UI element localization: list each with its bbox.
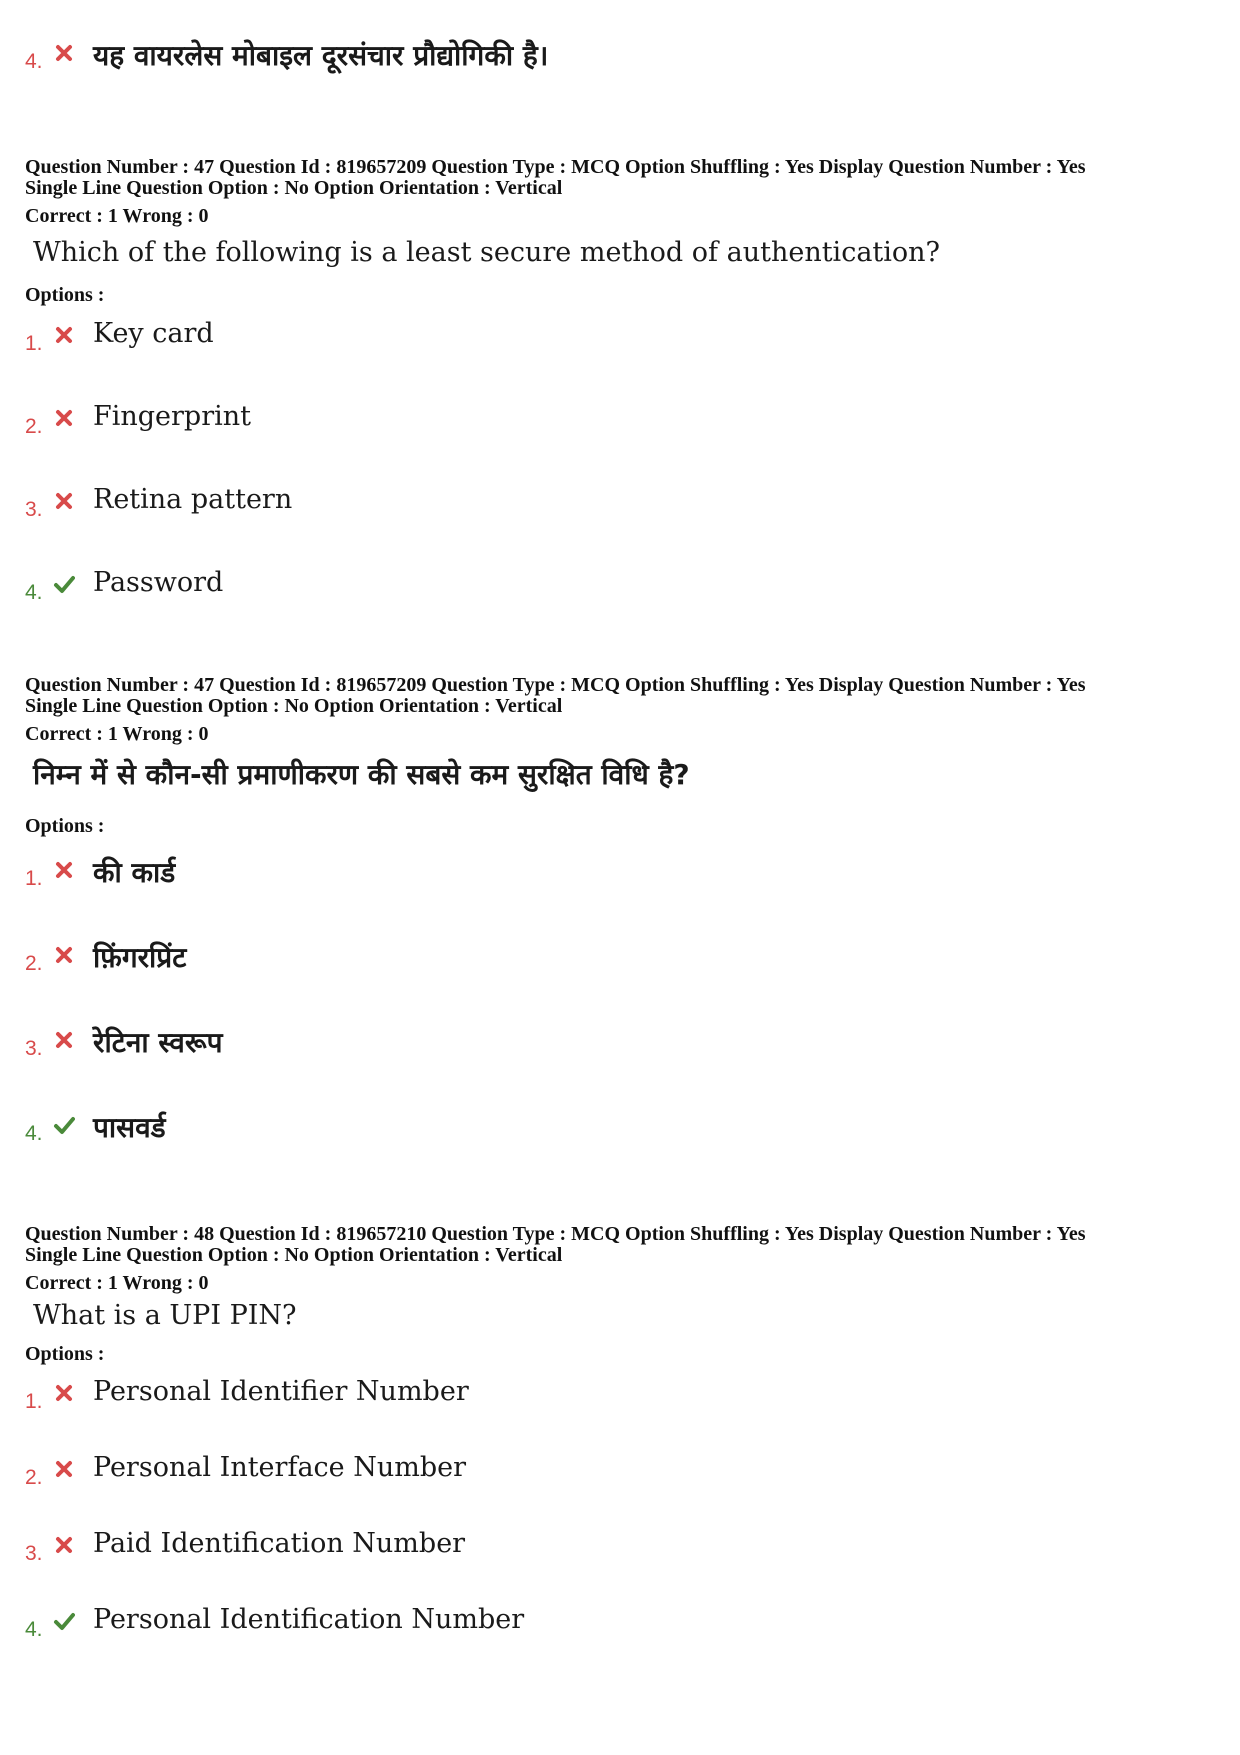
option-text: Password: [93, 567, 224, 598]
question-meta: Question Number : 47 Question Id : 819657209 Question Type : MCQ Option Shuffling : Yes Display Question Number : Yes: [25, 156, 1086, 178]
cross-icon: [53, 490, 75, 512]
question-score: Correct : 1 Wrong : 0: [25, 1272, 209, 1294]
option-text: Key card: [93, 318, 214, 349]
option-number: 1.: [25, 1390, 43, 1413]
question-score: Correct : 1 Wrong : 0: [25, 723, 209, 745]
option-number: 2.: [25, 1466, 43, 1489]
option-number: 4.: [25, 1618, 43, 1641]
question-text: What is a UPI PIN?: [33, 1300, 297, 1331]
option-text: Retina pattern: [93, 484, 293, 515]
options-label: Options :: [25, 284, 105, 306]
option-text: Personal Interface Number: [93, 1452, 467, 1483]
check-icon: [53, 1610, 75, 1632]
option-number: 4.: [25, 1122, 43, 1145]
cross-icon: [53, 859, 75, 881]
option-number: 4.: [25, 50, 43, 73]
option-number: 3.: [25, 1037, 43, 1060]
options-label: Options :: [25, 815, 105, 837]
question-block: [25, 1224, 1215, 1366]
cross-icon: [53, 944, 75, 966]
option-number: 3.: [25, 498, 43, 521]
option-number: 2.: [25, 415, 43, 438]
option-text: की कार्ड: [93, 856, 176, 889]
option-text: यह वायरलेस मोबाइल दूरसंचार प्रौद्योगिकी है।: [93, 39, 549, 72]
question-text: Which of the following is a least secure method of authentication?: [33, 237, 941, 268]
options-label: Options :: [25, 1343, 105, 1365]
option-text: पासवर्ड: [93, 1111, 166, 1144]
option-text: Personal Identification Number: [93, 1604, 525, 1635]
question-meta: Single Line Question Option : No Option Orientation : Vertical: [25, 1244, 563, 1266]
option-number: 1.: [25, 332, 43, 355]
cross-icon: [53, 1458, 75, 1480]
option-text: Paid Identification Number: [93, 1528, 466, 1559]
cross-icon: [53, 1382, 75, 1404]
question-meta: Single Line Question Option : No Option Orientation : Vertical: [25, 695, 563, 717]
cross-icon: [53, 1534, 75, 1556]
option-text: Personal Identifier Number: [93, 1376, 469, 1407]
question-block: [25, 157, 1215, 307]
question-meta: Single Line Question Option : No Option Orientation : Vertical: [25, 177, 563, 199]
cross-icon: [53, 407, 75, 429]
cross-icon: [53, 42, 75, 64]
question-meta: Question Number : 47 Question Id : 819657209 Question Type : MCQ Option Shuffling : Yes Display Question Number : Yes: [25, 674, 1086, 696]
cross-icon: [53, 324, 75, 346]
question-text: निम्न में से कौन-सी प्रमाणीकरण की सबसे कम सुरक्षित विधि है?: [33, 758, 690, 791]
cross-icon: [53, 1029, 75, 1051]
question-score: Correct : 1 Wrong : 0: [25, 205, 209, 227]
question-meta: Question Number : 48 Question Id : 819657210 Question Type : MCQ Option Shuffling : Yes Display Question Number : Yes: [25, 1223, 1086, 1245]
check-icon: [53, 1114, 75, 1136]
option-text: रेटिना स्वरूप: [93, 1026, 223, 1059]
option-number: 1.: [25, 867, 43, 890]
option-number: 3.: [25, 1542, 43, 1565]
option-number: 4.: [25, 581, 43, 604]
question-block: [25, 675, 1215, 838]
check-icon: [53, 573, 75, 595]
option-text: फ़िंगरप्रिंट: [93, 941, 187, 974]
option-number: 2.: [25, 952, 43, 975]
option-text: Fingerprint: [93, 401, 251, 432]
